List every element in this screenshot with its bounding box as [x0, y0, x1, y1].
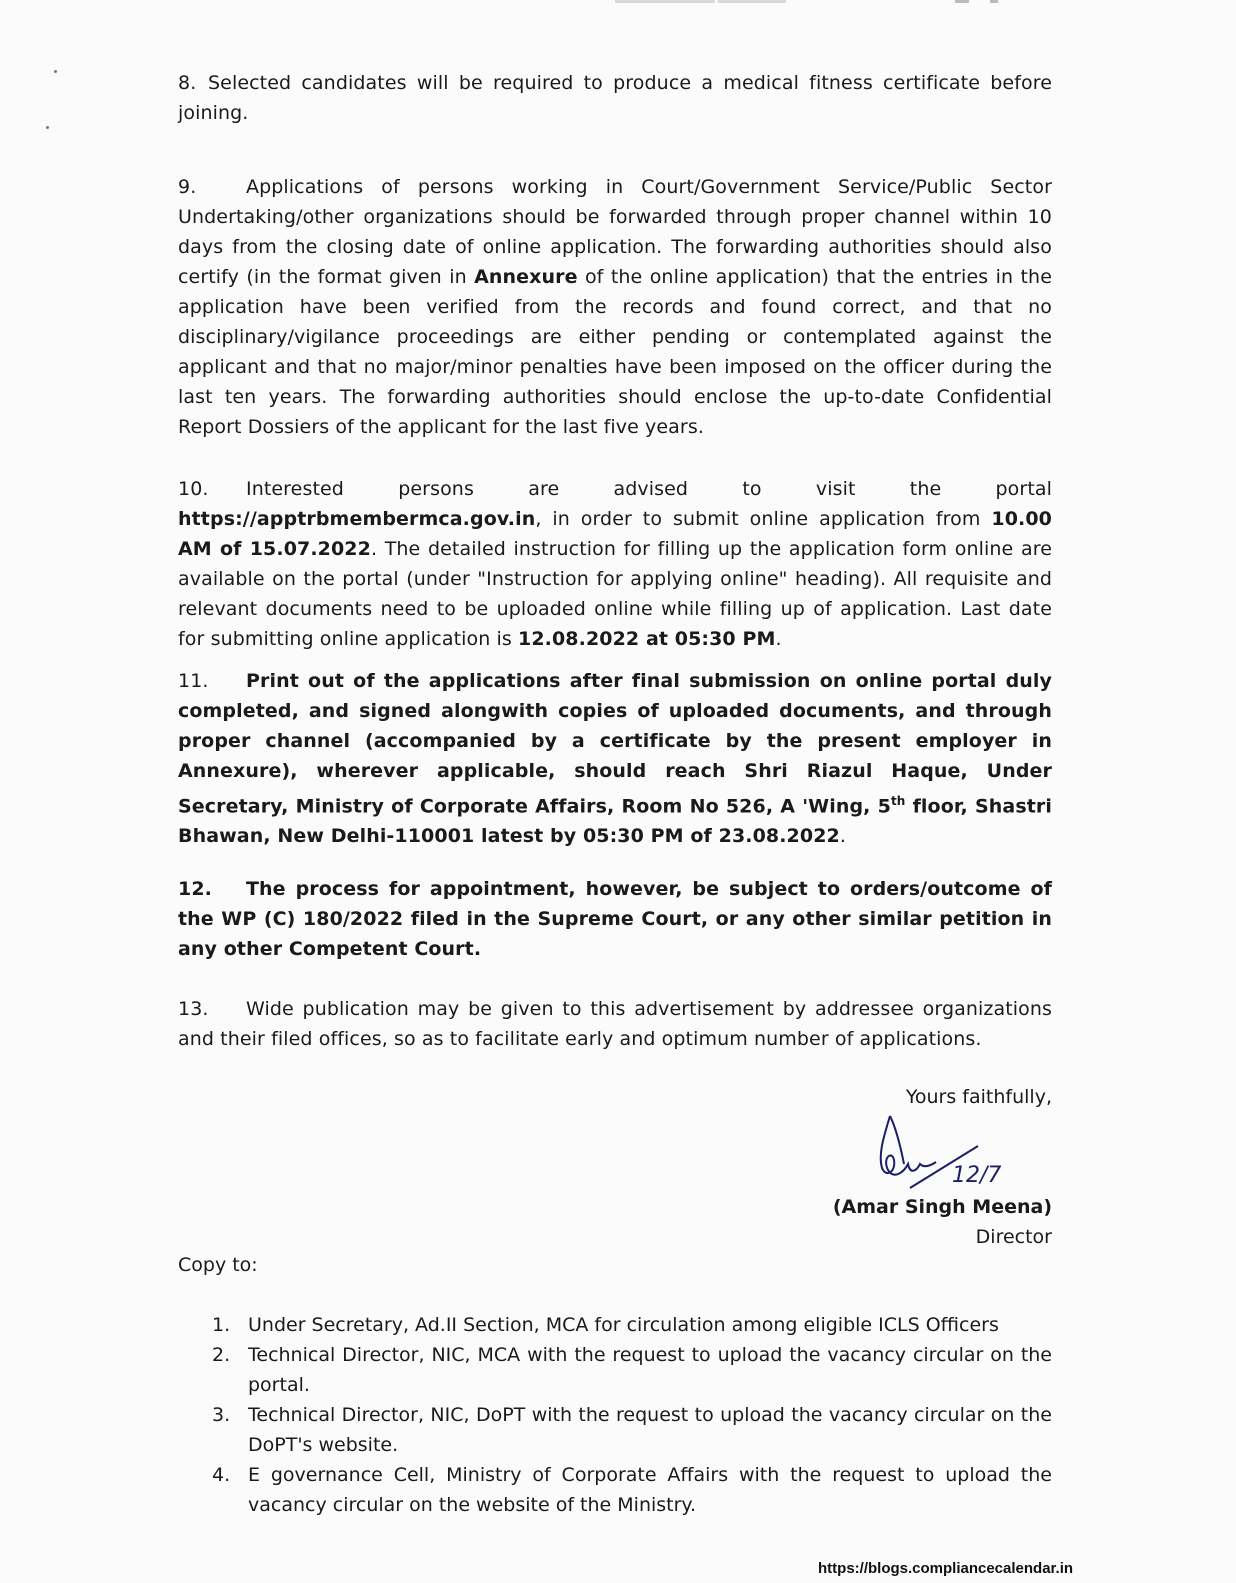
- paragraph-text: Selected candidates will be required to produce a medical fitness certificate before joining.: [178, 72, 1052, 124]
- copy-to-heading: Copy to:: [178, 1254, 258, 1276]
- paragraph-number: 10.: [178, 478, 209, 500]
- paragraph-number: 8.: [178, 72, 197, 94]
- scan-speck: [46, 126, 49, 129]
- annexure-emphasis: Annexure: [474, 266, 578, 288]
- paragraph-text: , in order to submit online application from: [535, 508, 992, 530]
- signature-icon: [860, 1108, 1010, 1198]
- last-date: 12.08.2022 at 05:30 PM: [518, 628, 776, 650]
- list-text: Technical Director, NIC, DoPT with the request to upload the vacancy circular on the DoPT's website.: [248, 1404, 1052, 1456]
- list-text: Under Secretary, Ad.II Section, MCA for circulation among eligible ICLS Officers: [248, 1314, 999, 1336]
- paragraph-11: [178, 666, 1052, 851]
- paragraph-number: 11.: [178, 670, 209, 692]
- signatory-name: (Amar Singh Meena): [832, 1196, 1052, 1218]
- list-index: 1.: [212, 1314, 231, 1336]
- paragraph-text: . The detailed instruction for filling up the application form online are available on the portal (under "Instruction for applying online" heading). All requisite and relevant documents need to be uploaded online while filling up of application. Last date for submitting online application is: [178, 538, 1052, 650]
- paragraph-text: Wide publication may be given to this advertisement by addressee organizations and their filed offices, so as to facilitate early and optimum number of applications.: [178, 998, 1052, 1050]
- watermark-url: https://blogs.compliancecalendar.in: [818, 1560, 1074, 1577]
- list-text: Technical Director, NIC, MCA with the request to upload the vacancy circular on the portal.: [248, 1344, 1052, 1396]
- list-text: E governance Cell, Ministry of Corporate Affairs with the request to upload the vacancy circular on the website of the Ministry.: [248, 1464, 1052, 1516]
- paragraph-number: 12.: [178, 878, 212, 900]
- paragraph-text: .: [775, 628, 782, 650]
- paragraph-text: of the online application) that the entries in the application have been verified from the records and found correct, and that no disciplinary/vigilance proceedings are either pending or contemplated against the applicant and that no major/minor penalties have been imposed on the officer during the last ten years. The forwarding authorities should enclose the up-to-date Confidential Report Dossiers of the applicant for the last five years.: [178, 266, 1052, 438]
- paragraph-12: [178, 874, 1052, 964]
- list-index: 4.: [212, 1464, 231, 1486]
- scan-artifact: [718, 0, 786, 3]
- paragraph-8: [178, 68, 1052, 128]
- paragraph-9: [178, 172, 1052, 442]
- paragraph-text: Applications of persons working in Court/Government Service/Public Sector Undertaking/other organizations should be forwarded through proper channel within 10 days from the closing date of online application. The forwarding authorities should also certify (in the format given in: [178, 176, 1052, 288]
- paragraph-number: 13.: [178, 998, 209, 1020]
- copy-to-list: [212, 1310, 1052, 1520]
- paragraph-10: [178, 474, 1052, 654]
- list-index: 2.: [212, 1344, 231, 1366]
- list-item: [212, 1400, 1052, 1460]
- paragraph-13: [178, 994, 1052, 1054]
- signatory-designation: Director: [975, 1226, 1052, 1248]
- paragraph-text: Print out of the applications after final submission on online portal duly completed, and signed alongwith copies of uploaded documents, and through proper channel (accompanied by a certificate by the present employer in Annexure), wherever applicable, should reach Shri Riazul Haque, Under Secretary, Ministry of Corporate Affairs, Room No 526, A 'Wing, 5: [178, 670, 1052, 818]
- signature-date: 12/7: [952, 1163, 1002, 1188]
- scan-artifact: [615, 0, 715, 3]
- paragraph-text: floor, Shastri Bhawan, New Delhi-110001 latest by 05:30 PM of 23.08.2022: [178, 795, 1052, 848]
- paragraph-number: 9.: [178, 176, 197, 198]
- list-item: [212, 1310, 1052, 1340]
- paragraph-text: Interested persons are advised to visit the portal: [246, 478, 1052, 500]
- closing-salutation: Yours faithfully,: [905, 1086, 1052, 1108]
- scan-artifact: [990, 0, 998, 3]
- list-item: [212, 1340, 1052, 1400]
- list-item: [212, 1460, 1052, 1520]
- paragraph-text: The process for appointment, however, be subject to orders/outcome of the WP (C) 180/2022 filed in the Supreme Court, or any other similar petition in any other Competent Court.: [178, 878, 1052, 960]
- start-time: 10.00 AM of 15.07.2022: [178, 508, 1052, 560]
- portal-url: https://apptrbmembermca.gov.in: [178, 508, 536, 530]
- scan-artifact: [955, 0, 969, 3]
- paragraph-text: .: [839, 825, 846, 848]
- scan-speck: [54, 70, 57, 73]
- list-index: 3.: [212, 1404, 231, 1426]
- superscript: th: [890, 794, 906, 808]
